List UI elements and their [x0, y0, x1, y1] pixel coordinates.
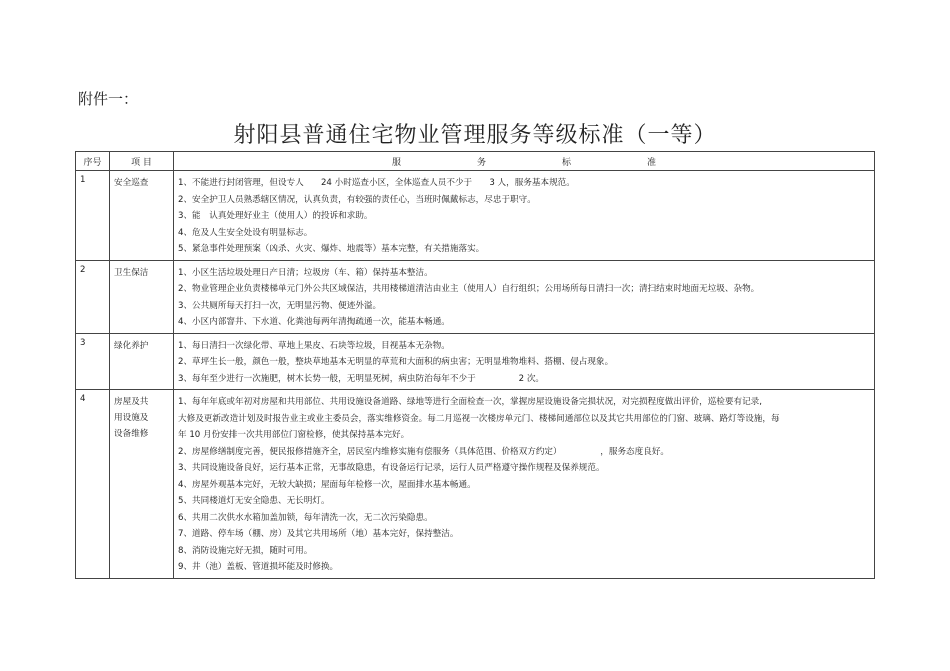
standard-line: 1、不能进行封闭管理，但设专人 24 小时巡查小区，全体巡查人员不少于 3 人，服务基本规范。 [178, 178, 575, 188]
row-item-line: 安全巡查 [114, 178, 149, 188]
annex-label: 附件一： [78, 90, 139, 108]
standard-line: 2、物业管理企业负责楼梯单元门外公共区域保洁，共用楼梯道清洁由业主（使用人）自行组织；公用场所每日清扫一次；清扫结束时地面无垃圾、杂物。 [178, 284, 760, 294]
row-number: 1 [76, 171, 110, 261]
standard-line: 3、能 认真处理好业主（使用人）的投诉和求助。 [178, 211, 373, 221]
standard-line: 3、每年至少进行一次施肥，树木长势一般，无明显死树，病虫防治每年不少于 2 次。 [178, 373, 545, 384]
standard-line: 4、危及人生安全处设有明显标志。 [178, 227, 313, 238]
table-row [76, 171, 875, 261]
standard-line: 1、每年年底或年初对房屋和共用部位、共用设施设备道路、绿地等进行全面检查一次，掌握房屋设施设备完损状况，对完损程度做出评价，巡检要有记录, [178, 397, 762, 407]
standard-line: 8、消防设施完好无损，随时可用。 [178, 545, 313, 556]
standard-line: 2、草坪生长一般，颜色一般，整块草地基本无明显的草荒和大面积的病虫害；无明显堆物堆料、搭棚、侵占现象。 [178, 357, 614, 367]
header-service-char: 服 [391, 157, 401, 168]
row-item [110, 260, 174, 333]
header-service-char: 务 [476, 157, 486, 168]
standard-line: 1、小区生活垃圾处理日产日清；垃圾房（车、箱）保持基本整洁。 [178, 267, 433, 278]
standard-line: 5、紧急事件处理预案（凶杀、火灾、爆炸、地震等）基本完整，有关措施落实。 [178, 244, 485, 254]
row-number: 3 [76, 333, 110, 390]
row-item-line: 设备维修 [114, 429, 149, 439]
standard-line: 大修及更新改造计划及时报告业主或业主委员会，落实维修资金。每二月巡视一次楼房单元门、楼梯间通部位以及其它共用部位的门窗、玻璃、路灯等设施，每 [178, 413, 780, 424]
row-service-standard [174, 333, 875, 390]
table-row [76, 260, 875, 333]
row-item-line: 绿化养护 [114, 340, 149, 351]
header-service [174, 152, 875, 171]
standard-line: 4、房屋外观基本完好，无较大缺损；屋面每年检修一次，屋面排水基本畅通。 [178, 479, 476, 490]
standard-line: 5、共同楼道灯无安全隐患、无长明灯。 [178, 496, 330, 506]
standard-line: 4、小区内部窨井、下水道、化粪池每两年清掏疏通一次，能基本畅通。 [178, 317, 450, 327]
row-item-line: 用设施及 [114, 413, 149, 423]
standard-line: 6、共用二次供水水箱加盖加锁，每年清洗一次，无二次污染隐患。 [178, 512, 433, 523]
header-item: 项 目 [110, 152, 174, 171]
row-number: 4 [76, 390, 110, 579]
row-item-line: 房屋及共 [114, 397, 149, 407]
header-no: 序号 [76, 152, 110, 171]
row-service-standard [174, 260, 875, 333]
header-service-char: 标 [562, 157, 572, 168]
row-item [110, 171, 174, 261]
row-item-line: 卫生保洁 [114, 267, 149, 278]
row-number: 2 [76, 260, 110, 333]
standard-line: 3、共同设施设备良好，运行基本正常，无事故隐患，有设备运行记录，运行人员严格遵守操作规程及保养规范。 [178, 463, 605, 473]
table-header-row [76, 152, 875, 171]
standard-line: 3、公共厕所每天打扫一次，无明显污物、便迹外溢。 [178, 300, 382, 311]
standard-line: 2、房屋修缮制度完善，便民报修措施齐全，居民室内维修实施有偿服务（具体范围、价格双方约定） ，服务态度良好。 [178, 446, 670, 457]
document-title: 射阳县普通住宅物业管理服务等级标准（一等） [233, 123, 717, 148]
table-row [76, 333, 875, 390]
row-item [110, 333, 174, 390]
table-row [76, 390, 875, 579]
standard-line: 7、道路、停车场（棚、房）及其它共用场所（地）基本完好，保持整洁。 [178, 529, 459, 539]
standard-line: 年 10 月份安排一次共用部位门窗检修，使其保持基本完好。 [178, 430, 410, 440]
standard-line: 9、井（池）盖板、管道损坏能及时修换。 [178, 562, 339, 572]
standard-line: 1、每日清扫一次绿化带、草地上果皮、石块等垃圾，目视基本无杂物。 [178, 340, 450, 351]
service-standard-table [75, 151, 875, 579]
row-service-standard [174, 390, 875, 579]
row-service-standard [174, 171, 875, 261]
standard-line: 2、安全护卫人员熟悉辖区情况，认真负责，有较强的责任心，当班时佩戴标志，尽忠于职守。 [178, 194, 536, 205]
row-item [110, 390, 174, 579]
header-service-char: 准 [647, 157, 657, 168]
